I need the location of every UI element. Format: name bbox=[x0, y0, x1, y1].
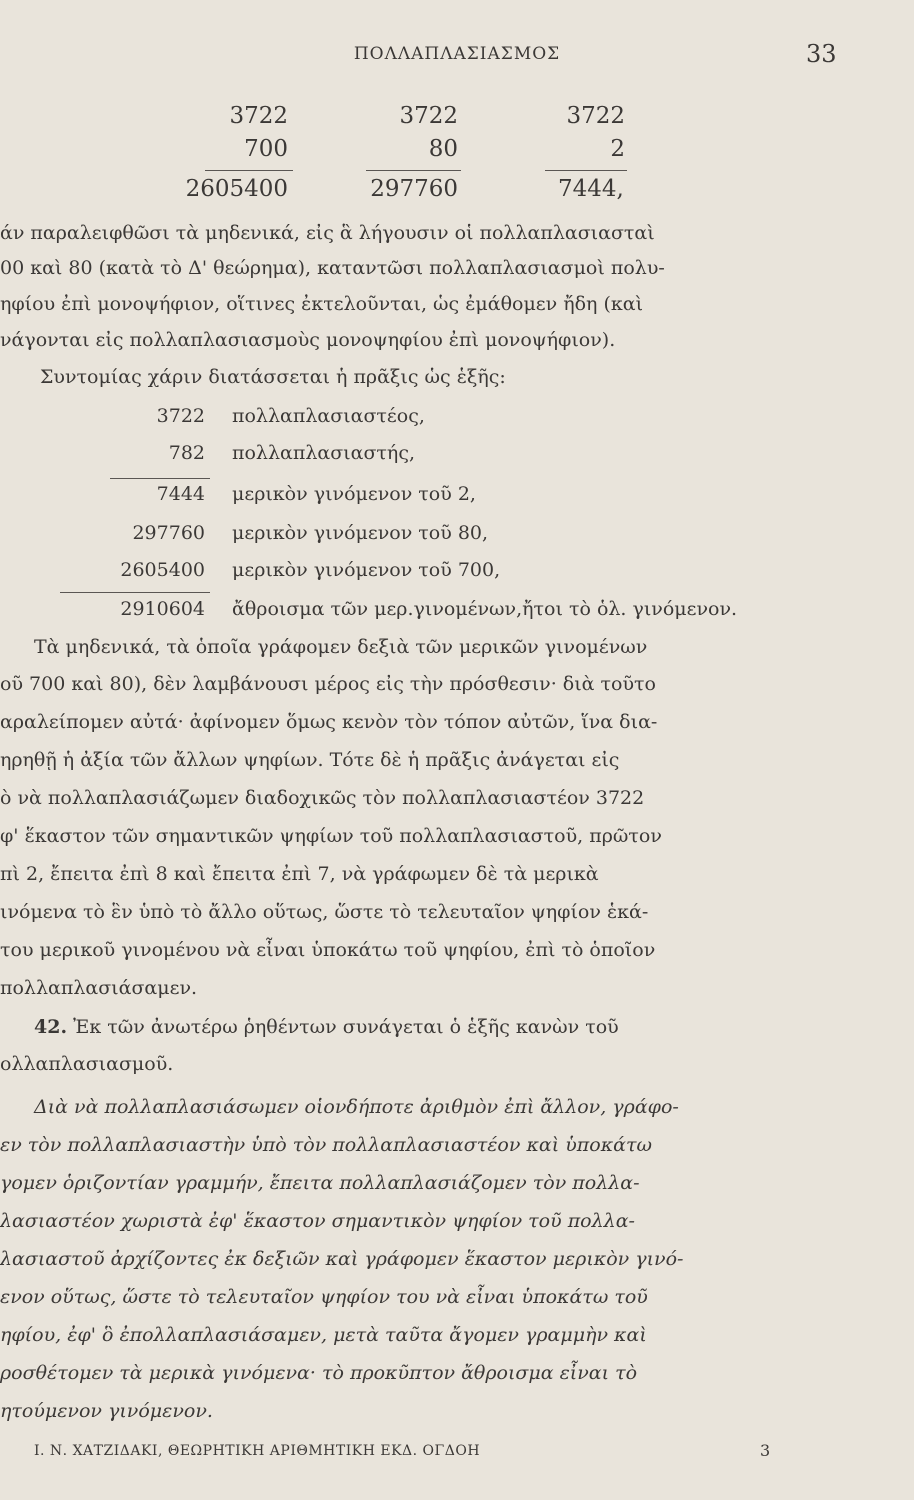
rule-line: Διὰ νὰ πολλαπλασιάσωμεν οἱονδήποτε ἀριθμὸν ἐπὶ ἄλλον, γράφο- bbox=[34, 1096, 679, 1118]
signature-mark: 3 bbox=[760, 1441, 771, 1460]
example-3-multiplicand: 3722 bbox=[566, 103, 625, 129]
running-header-title: ΠΟΛΛΑΠΛΑΣΙΑΣΜΟΣ bbox=[353, 44, 561, 64]
rule-line: ηφίου, ἐφ' ὃ ἐπολλαπλασιάσαμεν, μετὰ ταῦτα ἄγομεν γραμμὴν καὶ bbox=[0, 1324, 647, 1346]
table-number: 2910604 bbox=[120, 598, 205, 620]
para3-line: ινόμενα τὸ ἓν ὑπὸ τὸ ἄλλο οὕτως, ὥστε τὸ τελευταῖον ψηφίον ἑκά- bbox=[0, 901, 649, 923]
table-rule-1 bbox=[110, 478, 210, 479]
page-number: 33 bbox=[806, 40, 837, 68]
example-2-multiplicand: 3722 bbox=[399, 103, 458, 129]
section-42-heading bbox=[34, 1016, 619, 1038]
section-42-line2: ολλαπλασιασμοῦ. bbox=[0, 1053, 174, 1075]
para3-line: ὸ νὰ πολλαπλασιάζωμεν διαδοχικῶς τὸν πολλαπλασιαστέον 3722 bbox=[0, 787, 645, 809]
para3-line: αραλείπομεν αὐτά· ἀφίνομεν ὅμως κενὸν τὸν τόπον αὐτῶν, ἵνα δια- bbox=[0, 711, 658, 733]
example-2-multiplier: 80 bbox=[428, 136, 458, 162]
example-2-rule bbox=[366, 170, 461, 171]
rule-line: ενον οὕτως, ὥστε τὸ τελευταῖον ψηφίον του νὰ εἶναι ὑποκάτω τοῦ bbox=[0, 1286, 648, 1308]
example-3-rule bbox=[545, 170, 627, 171]
footer-imprint: Ι. Ν. ΧΑΤΖΙΔΑΚΙ, ΘΕΩΡΗΤΙΚΗ ΑΡΙΘΜΗΤΙΚΗ ΕΚΔ. ΟΓΔΟΗ bbox=[34, 1443, 481, 1459]
para3-line: του μερικοῦ γινομένου νὰ εἶναι ὑποκάτω τοῦ ψηφίου, ἐπὶ τὸ ὁποῖον bbox=[0, 939, 656, 961]
rule-line: γομεν ὁριζοντίαν γραμμήν, ἔπειτα πολλαπλασιάζομεν τὸν πολλα- bbox=[0, 1172, 640, 1194]
table-number: 2605400 bbox=[120, 559, 205, 581]
para3-line: πολλαπλασιάσαμεν. bbox=[0, 977, 198, 999]
para3-line: πὶ 2, ἔπειτα ἐπὶ 8 καὶ ἔπειτα ἐπὶ 7, νὰ γράφωμεν δὲ τὰ μερικὰ bbox=[0, 863, 599, 885]
example-1-product: 2605400 bbox=[185, 176, 288, 202]
para3-line: φ' ἕκαστον τῶν σημαντικῶν ψηφίων τοῦ πολλαπλασιαστοῦ, πρῶτον bbox=[0, 825, 662, 847]
table-label: μερικὸν γινόμενον τοῦ 2, bbox=[232, 483, 476, 505]
rule-line: λασιαστέον χωριστὰ ἐφ' ἕκαστον σημαντικὸν ψηφίον τοῦ πολλα- bbox=[0, 1210, 635, 1232]
example-1-rule bbox=[205, 170, 293, 171]
table-label: μερικὸν γινόμενον τοῦ 700, bbox=[232, 559, 501, 581]
table-number: 782 bbox=[168, 442, 205, 464]
section-number: 42. bbox=[34, 1016, 68, 1038]
example-2-product: 297760 bbox=[370, 176, 458, 202]
example-1-multiplicand: 3722 bbox=[229, 103, 288, 129]
para1-line: ηφίου ἐπὶ μονοψήφιον, οἵτινες ἐκτελοῦνται, ὡς ἐμάθομεν ἤδη (καὶ bbox=[0, 293, 644, 315]
table-number: 297760 bbox=[132, 522, 205, 544]
section-42-line1: Ἐκ τῶν ἀνωτέρω ῥηθέντων συνάγεται ὁ ἑξῆς κανὼν τοῦ bbox=[73, 1016, 619, 1038]
para1-line: νάγονται εἰς πολλαπλασιασμοὺς μονοψηφίου ἐπὶ μονοψήφιον). bbox=[0, 329, 616, 351]
rule-line: ητούμενον γινόμενον. bbox=[0, 1400, 213, 1422]
table-label: ἄθροισμα τῶν μερ.γινομένων,ἤτοι τὸ ὁλ. γινόμενον. bbox=[232, 598, 738, 620]
para3-line: ηρηθῇ ἡ ἀξία τῶν ἄλλων ψηφίων. Τότε δὲ ἡ πρᾶξις ἀνάγεται εἰς bbox=[0, 749, 620, 771]
table-label: μερικὸν γινόμενον τοῦ 80, bbox=[232, 522, 489, 544]
table-number: 3722 bbox=[156, 405, 205, 427]
para3-line: Τὰ μηδενικά, τὰ ὁποῖα γράφομεν δεξιὰ τῶν μερικῶν γινομένων bbox=[34, 636, 648, 658]
example-3-product: 7444, bbox=[558, 176, 624, 202]
rule-line: εν τὸν πολλαπλασιαστὴν ὑπὸ τὸν πολλαπλασιαστέον καὶ ὑποκάτω bbox=[0, 1134, 652, 1156]
table-rule-2 bbox=[60, 592, 210, 593]
rule-line: λασιαστοῦ ἀρχίζοντες ἐκ δεξιῶν καὶ γράφομεν ἕκαστον μερικὸν γινό- bbox=[0, 1248, 684, 1270]
table-label: πολλαπλασιαστέος, bbox=[232, 405, 425, 427]
example-3-multiplier: 2 bbox=[610, 136, 625, 162]
para1-line: 00 καὶ 80 (κατὰ τὸ Δ' θεώρημα), καταντῶσι πολλαπλασιασμοὶ πολυ- bbox=[0, 257, 665, 279]
para1-line: άν παραλειφθῶσι τὰ μηδενικά, εἰς ἃ λήγουσιν οἱ πολλαπλασιασταὶ bbox=[0, 222, 655, 244]
para2-intro: Συντομίας χάριν διατάσσεται ἡ πρᾶξις ὡς ἑξῆς: bbox=[40, 366, 506, 388]
table-label: πολλαπλασιαστής, bbox=[232, 442, 415, 464]
table-number: 7444 bbox=[156, 483, 205, 505]
example-1-multiplier: 700 bbox=[244, 136, 288, 162]
rule-line: ροσθέτομεν τὰ μερικὰ γινόμενα· τὸ προκῦπτον ἄθροισμα εἶναι τὸ bbox=[0, 1362, 638, 1384]
para3-line: οῦ 700 καὶ 80), δὲν λαμβάνουσι μέρος εἰς τὴν πρόσθεσιν· διὰ τοῦτο bbox=[0, 673, 657, 695]
